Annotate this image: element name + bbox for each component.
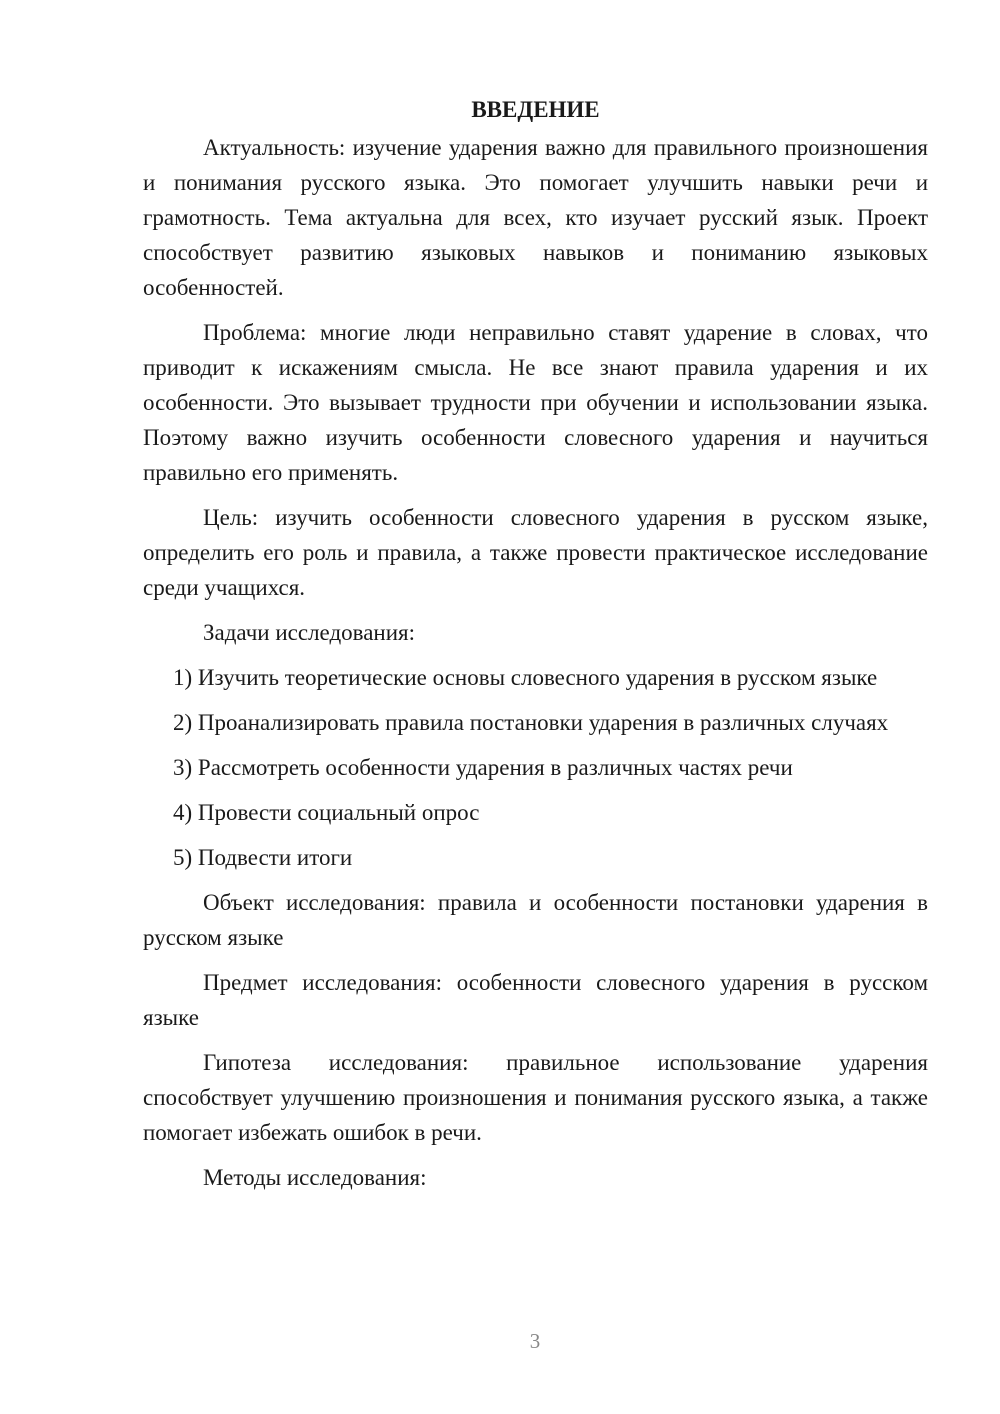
tasks-heading: Задачи исследования: [203,620,416,645]
task-item-3: 3) Рассмотреть особенности ударения в различных частях речи [173,755,793,780]
task-item-2: 2) Проанализировать правила постановки ударения в различных случаях [173,710,889,735]
goal-paragraph: Цель: изучить особенности словесного ударения в русском языке, определить его роль и правила, а также провести практическое исследование среди учащихся. [143,505,928,600]
problem-paragraph: Проблема: многие люди неправильно ставят ударение в словах, что приводит к искажениям смысла. Не все знают правила ударения и их особенности. Это вызывает трудности при обучении и использовании языка. Поэтому важно изучить особенности словесного ударения и научиться правильно его применять. [143,320,928,485]
subject-paragraph: Предмет исследования: особенности словесного ударения в русском языке [143,970,928,1030]
task-item-5: 5) Подвести итоги [173,845,353,870]
task-item-4: 4) Провести социальный опрос [173,800,480,825]
relevance-paragraph: Актуальность: изучение ударения важно для правильного произношения и понимания русского языка. Это помогает улучшить навыки речи и грамотность. Тема актуальна для всех, кто изучает русский язык. Проект способствует развитию языковых навыков и пониманию языковых особенностей. [143,135,928,300]
object-paragraph: Объект исследования: правила и особенности постановки ударения в русском языке [143,890,928,950]
page-number: 3 [529,1329,541,1353]
hypothesis-paragraph: Гипотеза исследования: правильное использование ударения способствует улучшению произношения и понимания русского языка, а также помогает избежать ошибок в речи. [143,1050,928,1145]
page-content [143,92,928,1205]
task-item-1: 1) Изучить теоретические основы словесного ударения в русском языке [173,665,878,690]
section-title: ВВЕДЕНИЕ [471,97,600,122]
methods-heading: Методы исследования: [203,1165,427,1190]
